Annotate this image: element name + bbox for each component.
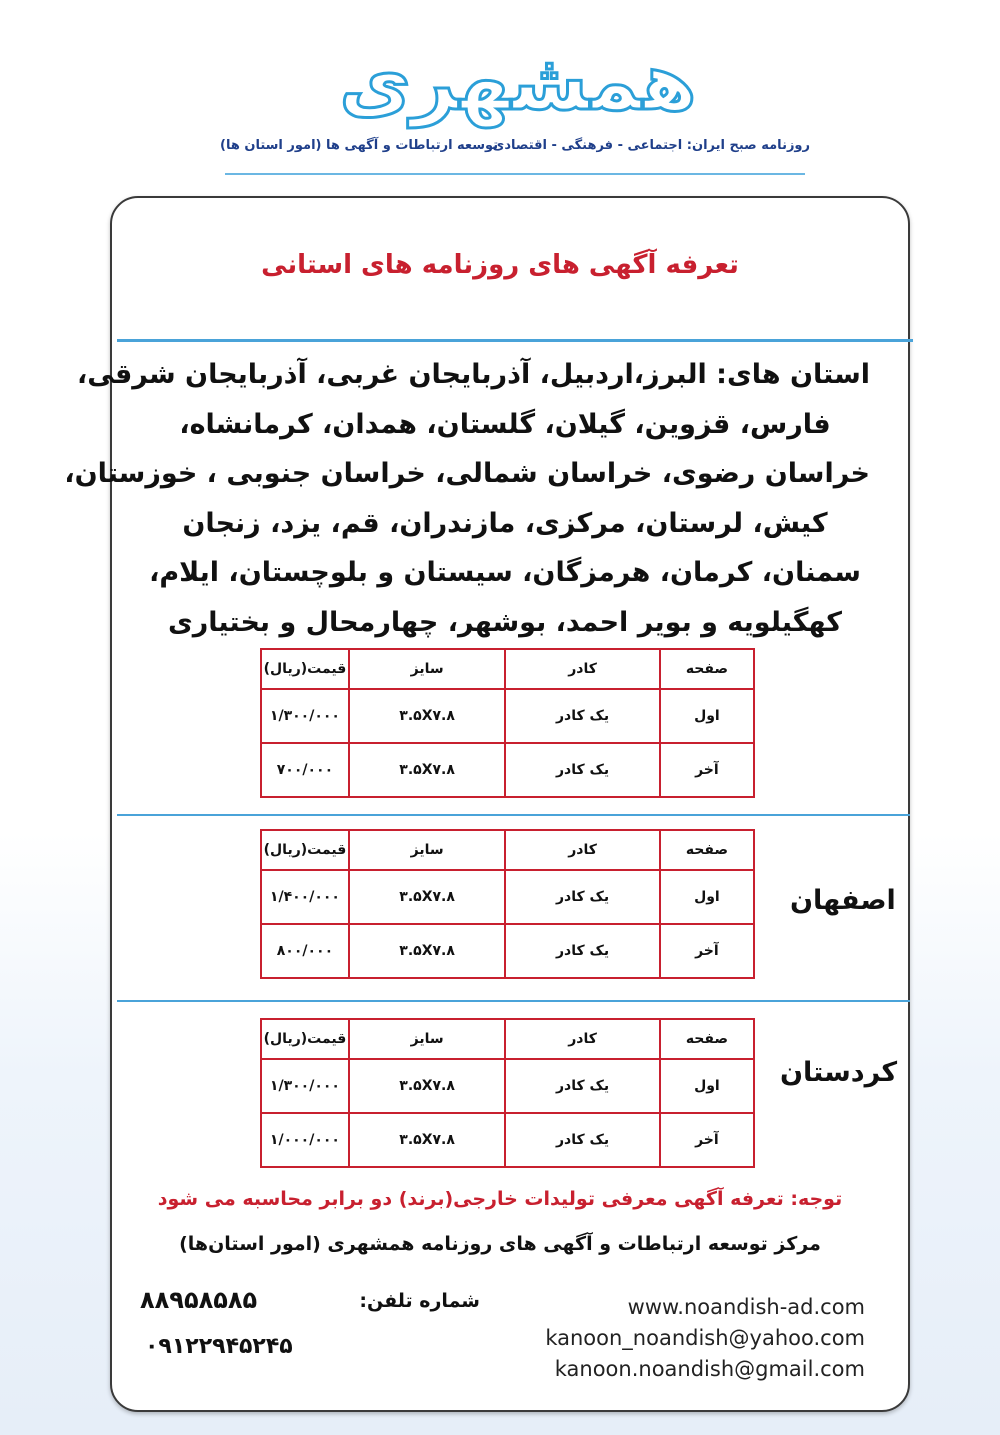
section-divider [117, 814, 910, 816]
table-row [261, 743, 754, 797]
provinces-line: کیش، لرستان، مرکزی، مازندران، قم، یزد، زنجان [182, 507, 828, 539]
phone-label: شماره تلفن: [359, 1290, 480, 1312]
title-divider [117, 339, 913, 342]
provinces-line: کهگیلویه و بویر احمد، بوشهر، چهارمحال و بختیاری [167, 606, 842, 638]
page-title: تعرفه آگهی های روزنامه های استانی [261, 250, 739, 280]
provinces-line: فارس، قزوین، گیلان، گلستان، همدان، کرمانشاه، [179, 408, 831, 440]
rate-table-isfahan [260, 829, 755, 979]
cell-page: اول [660, 1059, 754, 1113]
email-yahoo-link[interactable]: kanoon_noandish@yahoo.com [545, 1326, 865, 1350]
rate-table-general [260, 648, 755, 798]
header-price: قیمت(ریال) [261, 649, 349, 689]
cell-size: ۳.۵X۷.۸ [349, 689, 505, 743]
cell-page: آخر [660, 924, 754, 978]
table-row [261, 924, 754, 978]
header-frame: کادر [505, 649, 660, 689]
header-page: صفحه [660, 649, 754, 689]
header-frame: کادر [505, 1019, 660, 1059]
provinces-line: خراسان رضوی، خراسان شمالی، خراسان جنوبی ، خوزستان، [64, 458, 870, 489]
province-label-kurdistan: کردستان [780, 1057, 898, 1088]
provinces-list [64, 350, 870, 647]
cell-frame: یک کادر [505, 1113, 660, 1167]
header-page: صفحه [660, 1019, 754, 1059]
cell-size: ۳.۵X۷.۸ [349, 924, 505, 978]
cell-size: ۳.۵X۷.۸ [349, 1113, 505, 1167]
header-price: قیمت(ریال) [261, 1019, 349, 1059]
cell-frame: یک کادر [505, 689, 660, 743]
cell-page: آخر [660, 1113, 754, 1167]
province-label-isfahan: اصفهان [790, 885, 896, 916]
cell-page: اول [660, 689, 754, 743]
cell-price: ۱/۰۰۰/۰۰۰ [261, 1113, 349, 1167]
provinces-line: استان های: البرز،اردبیل، آذربایجان غربی، آذربایجان شرقی، [77, 359, 870, 390]
web-contacts [520, 1292, 865, 1385]
table-header-row [261, 649, 754, 689]
cell-page: اول [660, 870, 754, 924]
header-size: سایز [349, 830, 505, 870]
logo-wordmark: همشهری [339, 38, 697, 128]
cell-frame: یک کادر [505, 924, 660, 978]
header-size: سایز [349, 1019, 505, 1059]
cell-size: ۳.۵X۷.۸ [349, 1059, 505, 1113]
table-header-row [261, 830, 754, 870]
cell-price: ۱/۴۰۰/۰۰۰ [261, 870, 349, 924]
cell-frame: یک کادر [505, 743, 660, 797]
table-row [261, 1113, 754, 1167]
cell-price: ۱/۳۰۰/۰۰۰ [261, 689, 349, 743]
cell-price: ۸۰۰/۰۰۰ [261, 924, 349, 978]
cell-size: ۳.۵X۷.۸ [349, 743, 505, 797]
header-frame: کادر [505, 830, 660, 870]
newspaper-header [215, 28, 815, 178]
cell-page: آخر [660, 743, 754, 797]
section-divider [117, 1000, 910, 1002]
header-price: قیمت(ریال) [261, 830, 349, 870]
phone-number[interactable]: ۸۸۹۵۸۵۸۵ [140, 1286, 258, 1314]
cell-price: ۱/۳۰۰/۰۰۰ [261, 1059, 349, 1113]
cell-frame: یک کادر [505, 1059, 660, 1113]
cell-price: ۷۰۰/۰۰۰ [261, 743, 349, 797]
email-gmail-link[interactable]: kanoon.noandish@gmail.com [554, 1357, 865, 1381]
cell-frame: یک کادر [505, 870, 660, 924]
header-divider [225, 173, 805, 175]
table-header-row [261, 1019, 754, 1059]
brand-note: توجه: تعرفه آگهی معرفی تولیدات خارجی(برند) دو برابر محاسبه می شود [157, 1188, 843, 1210]
header-size: سایز [349, 649, 505, 689]
tagline-left: توسعه ارتباطات و آگهی ها (امور استان ها) [220, 138, 499, 153]
hamshahri-logo [227, 33, 809, 133]
rate-table-kurdistan [260, 1018, 755, 1168]
table-row [261, 689, 754, 743]
mobile-number[interactable]: ۰۹۱۲۲۹۴۵۲۴۵ [145, 1334, 293, 1359]
tagline-right: روزنامه صبح ایران: اجتماعی - فرهنگی - اقتصادی [492, 138, 810, 153]
header-page: صفحه [660, 830, 754, 870]
cell-size: ۳.۵X۷.۸ [349, 870, 505, 924]
table-row [261, 870, 754, 924]
provinces-line: سمنان، کرمان، هرمزگان، سیستان و بلوچستان، ایلام، [149, 557, 861, 588]
center-name: مرکز توسعه ارتباطات و آگهی های روزنامه همشهری (امور استان‌ها) [179, 1233, 821, 1255]
table-row [261, 1059, 754, 1113]
website-link[interactable]: www.noandish-ad.com [627, 1295, 865, 1319]
